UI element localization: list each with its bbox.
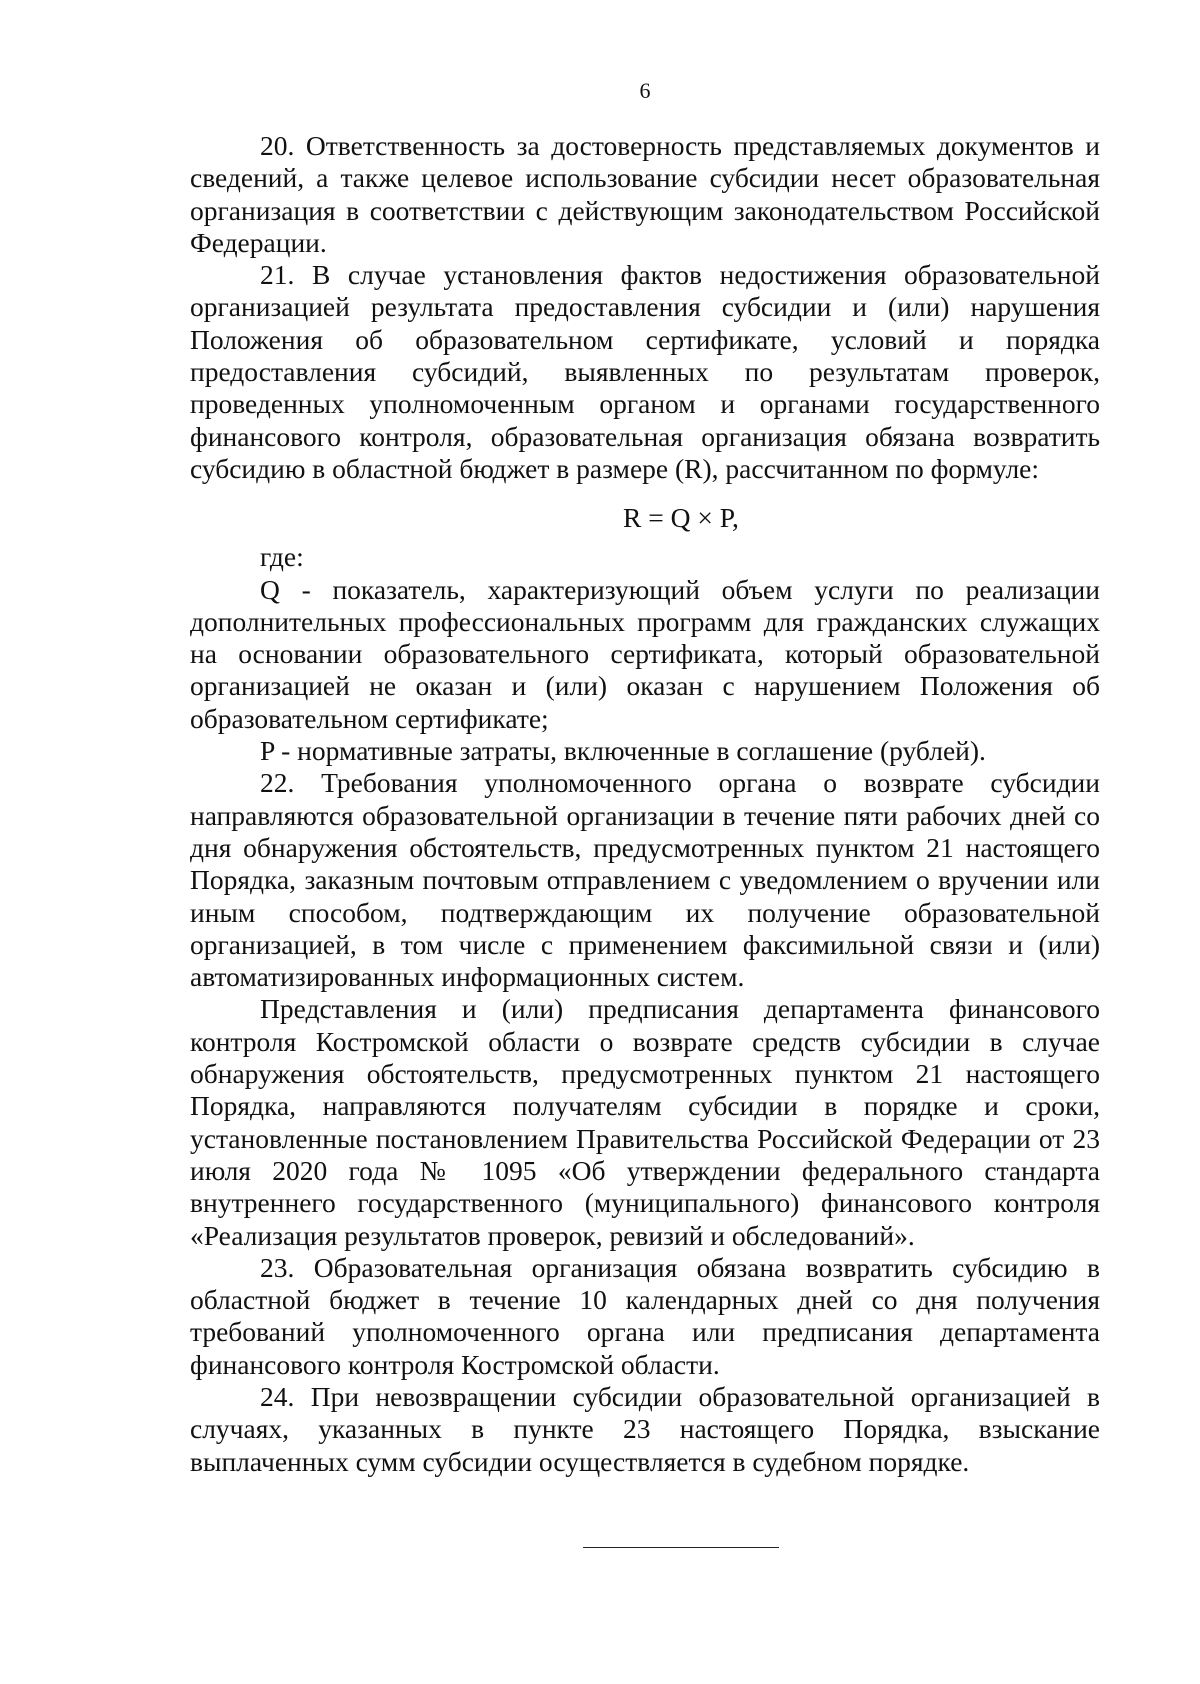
clause-21: 21. В случае установления фактов недостижения образовательной организацией результата предоставления субсидии и (или) нарушения Положения об образовательном сертификате, условий и порядка предоставления субсидий, выявленных по результатам проверок, проведенных уполномоченным органом и органами государственного финансового контроля, образовательная организация обязана возвратить субсидию в областной бюджет в размере (R), рассчитанном по формуле: <box>190 259 1100 484</box>
document-body <box>190 130 1100 1478</box>
page-number: 6 <box>639 78 651 103</box>
clause-22: 22. Требования уполномоченного органа о возврате субсидии направляются образовательной организации в течение пяти рабочих дней со дня обнаружения обстоятельств, предусмотренных пунктом 21 настоящего Порядка, заказным почтовым отправлением с уведомлением о вручении или иным способом, подтверждающим их получение образовательной организацией, в том числе с применением факсимильной связи и (или) автоматизированных информационных систем. <box>190 767 1100 993</box>
formula-definition-p: P - нормативные затраты, включенные в соглашение (рублей). <box>260 735 986 767</box>
clause-23: 23. Образовательная организация обязана возвратить субсидию в областной бюджет в течение 10 календарных дней со дня получения требований уполномоченного органа или предписания департамента финансового контроля Костромской области. <box>190 1251 1100 1380</box>
end-of-document-rule <box>583 1547 779 1548</box>
formula-definition-q: Q - показатель, характеризующий объем услуги по реализации дополнительных профессиональных программ для гражданских служащих на основании образовательного сертификата, который образовательной организацией не оказан и (или) оказан с нарушением Положения об образовательном сертификате; <box>190 573 1100 734</box>
formula-where-label: где: <box>260 541 304 573</box>
formula: R = Q × P, <box>623 502 739 534</box>
clause-22-paragraph-2: Представления и (или) предписания департамента финансового контроля Костромской области о возврате средств субсидии в случае обнаружения обстоятельств, предусмотренных пунктом 21 настоящего Порядка, направляются получателям субсидии в порядке и сроки, установленные постановлением Правительства Российской Федерации от 23 июля 2020 года № 1095 «Об утверждении федерального стандарта внутреннего государственного (муниципального) финансового контроля «Реализация результатов проверок, ревизий и обследований». <box>190 993 1100 1251</box>
clause-24: 24. При невозвращении субсидии образовательной организацией в случаях, указанных в пункте 23 настоящего Порядка, взыскание выплаченных сумм субсидии осуществляется в судебном порядке. <box>190 1380 1100 1477</box>
clause-20: 20. Ответственность за достоверность представляемых документов и сведений, а также целевое использование субсидии несет образовательная организация в соответствии с действующим законодательством Российской Федерации. <box>190 130 1100 258</box>
